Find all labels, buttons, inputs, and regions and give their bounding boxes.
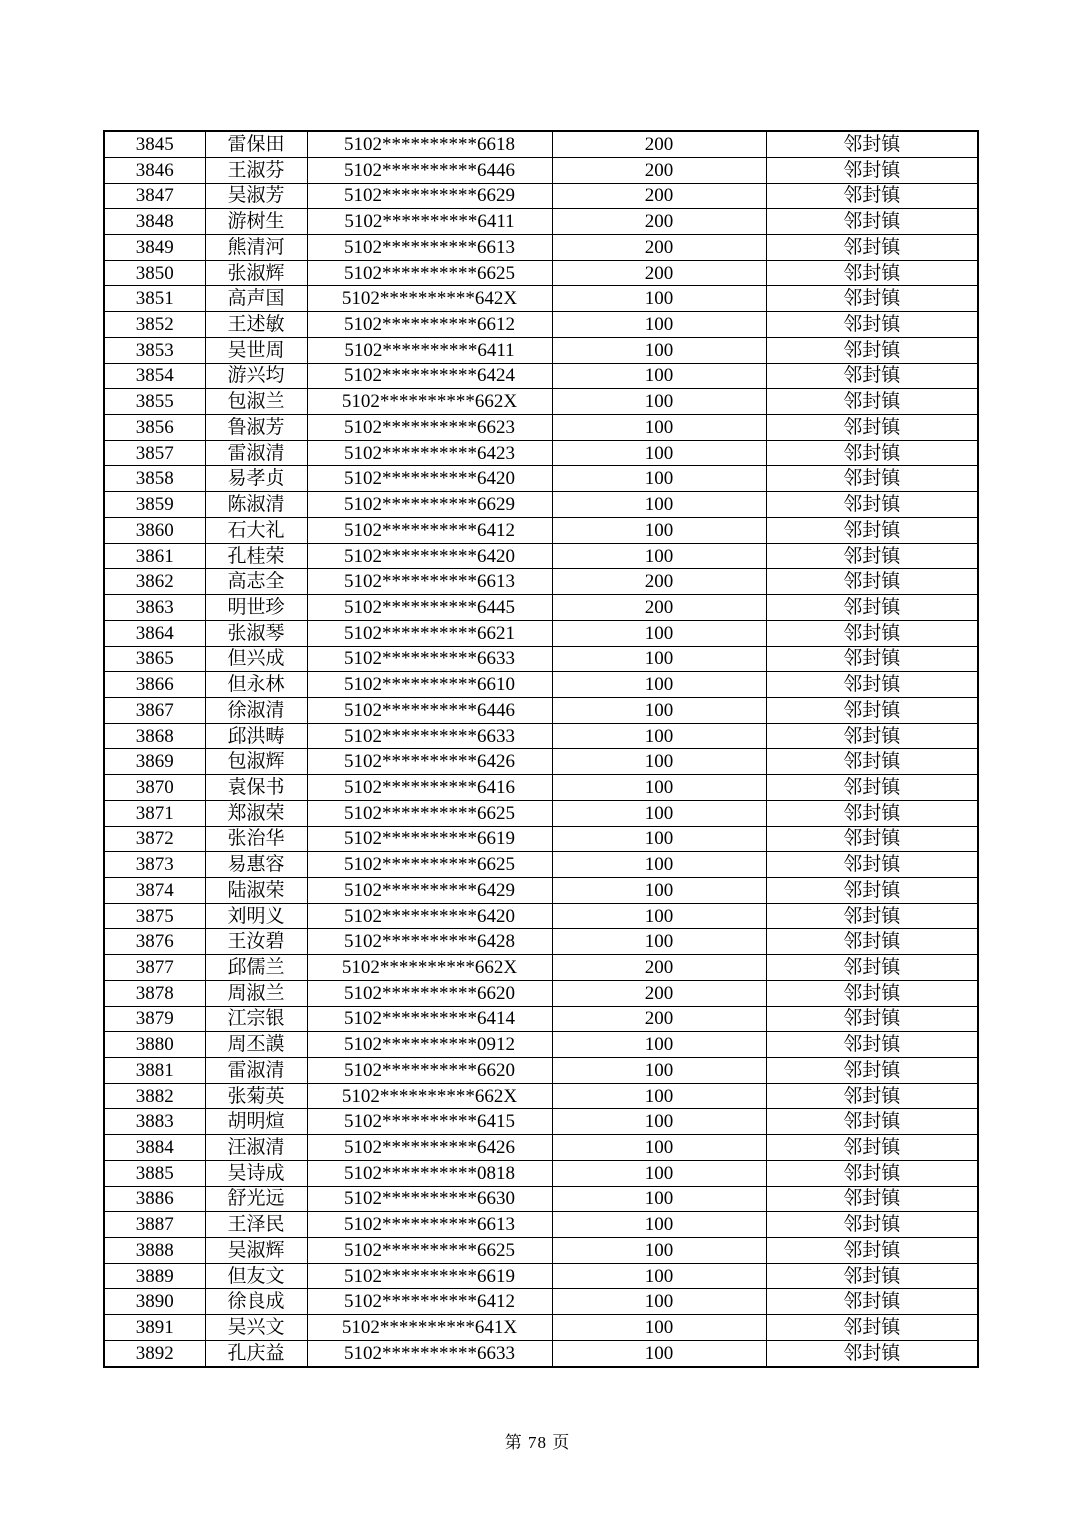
table-row [104, 1289, 978, 1315]
row-number-cell: 3863 [104, 595, 205, 621]
id-number-cell: 5102**********6416 [307, 775, 552, 801]
name-cell: 张菊英 [205, 1083, 307, 1109]
row-number-cell: 3850 [104, 260, 205, 286]
amount-cell: 100 [552, 389, 766, 415]
id-number-cell: 5102**********6414 [307, 1006, 552, 1032]
amount-cell: 200 [552, 157, 766, 183]
amount-cell: 100 [552, 723, 766, 749]
table-row [104, 389, 978, 415]
row-number-cell: 3885 [104, 1160, 205, 1186]
row-number-cell: 3862 [104, 569, 205, 595]
amount-cell: 100 [552, 1263, 766, 1289]
town-cell: 邻封镇 [766, 723, 978, 749]
row-number-cell: 3876 [104, 929, 205, 955]
table-row [104, 800, 978, 826]
town-cell: 邻封镇 [766, 672, 978, 698]
amount-cell: 100 [552, 1135, 766, 1161]
table-row [104, 929, 978, 955]
town-cell: 邻封镇 [766, 1160, 978, 1186]
amount-cell: 100 [552, 826, 766, 852]
amount-cell: 100 [552, 1160, 766, 1186]
id-number-cell: 5102**********662X [307, 1083, 552, 1109]
amount-cell: 100 [552, 1109, 766, 1135]
town-cell: 邻封镇 [766, 312, 978, 338]
name-cell: 张治华 [205, 826, 307, 852]
id-number-cell: 5102**********6629 [307, 492, 552, 518]
town-cell: 邻封镇 [766, 1238, 978, 1264]
name-cell: 邱洪畴 [205, 723, 307, 749]
amount-cell: 100 [552, 903, 766, 929]
name-cell: 雷保田 [205, 131, 307, 157]
amount-cell: 100 [552, 877, 766, 903]
row-number-cell: 3867 [104, 697, 205, 723]
id-number-cell: 5102**********6613 [307, 1212, 552, 1238]
name-cell: 高志全 [205, 569, 307, 595]
row-number-cell: 3865 [104, 646, 205, 672]
amount-cell: 100 [552, 852, 766, 878]
id-number-cell: 5102**********6420 [307, 543, 552, 569]
town-cell: 邻封镇 [766, 235, 978, 261]
name-cell: 袁保书 [205, 775, 307, 801]
name-cell: 邱儒兰 [205, 955, 307, 981]
name-cell: 陈淑清 [205, 492, 307, 518]
town-cell: 邻封镇 [766, 543, 978, 569]
id-number-cell: 5102**********6415 [307, 1109, 552, 1135]
id-number-cell: 5102**********6623 [307, 415, 552, 441]
amount-cell: 200 [552, 595, 766, 621]
town-cell: 邻封镇 [766, 697, 978, 723]
row-number-cell: 3858 [104, 466, 205, 492]
town-cell: 邻封镇 [766, 595, 978, 621]
town-cell: 邻封镇 [766, 980, 978, 1006]
name-cell: 张淑琴 [205, 620, 307, 646]
table-row [104, 903, 978, 929]
id-number-cell: 5102**********6625 [307, 260, 552, 286]
row-number-cell: 3871 [104, 800, 205, 826]
table-row [104, 955, 978, 981]
name-cell: 舒光远 [205, 1186, 307, 1212]
amount-cell: 100 [552, 697, 766, 723]
row-number-cell: 3857 [104, 440, 205, 466]
town-cell: 邻封镇 [766, 389, 978, 415]
name-cell: 张淑辉 [205, 260, 307, 286]
town-cell: 邻封镇 [766, 903, 978, 929]
row-number-cell: 3851 [104, 286, 205, 312]
amount-cell: 100 [552, 646, 766, 672]
town-cell: 邻封镇 [766, 183, 978, 209]
town-cell: 邻封镇 [766, 492, 978, 518]
amount-cell: 100 [552, 543, 766, 569]
name-cell: 游树生 [205, 209, 307, 235]
table-row [104, 260, 978, 286]
row-number-cell: 3852 [104, 312, 205, 338]
row-number-cell: 3859 [104, 492, 205, 518]
table-row [104, 131, 978, 157]
row-number-cell: 3848 [104, 209, 205, 235]
amount-cell: 100 [552, 1238, 766, 1264]
id-number-cell: 5102**********6621 [307, 620, 552, 646]
town-cell: 邻封镇 [766, 955, 978, 981]
name-cell: 包淑兰 [205, 389, 307, 415]
amount-cell: 100 [552, 1212, 766, 1238]
amount-cell: 200 [552, 569, 766, 595]
town-cell: 邻封镇 [766, 1083, 978, 1109]
table-row [104, 235, 978, 261]
town-cell: 邻封镇 [766, 286, 978, 312]
id-number-cell: 5102**********6446 [307, 697, 552, 723]
name-cell: 但永林 [205, 672, 307, 698]
amount-cell: 100 [552, 440, 766, 466]
table-row [104, 1135, 978, 1161]
row-number-cell: 3879 [104, 1006, 205, 1032]
town-cell: 邻封镇 [766, 1212, 978, 1238]
row-number-cell: 3884 [104, 1135, 205, 1161]
name-cell: 雷淑清 [205, 1058, 307, 1084]
id-number-cell: 5102**********641X [307, 1315, 552, 1341]
id-number-cell: 5102**********6424 [307, 363, 552, 389]
name-cell: 吴淑辉 [205, 1238, 307, 1264]
table-row [104, 646, 978, 672]
name-cell: 明世珍 [205, 595, 307, 621]
town-cell: 邻封镇 [766, 1186, 978, 1212]
name-cell: 熊清河 [205, 235, 307, 261]
amount-cell: 100 [552, 517, 766, 543]
name-cell: 王述敏 [205, 312, 307, 338]
amount-cell: 200 [552, 209, 766, 235]
name-cell: 汪淑清 [205, 1135, 307, 1161]
amount-cell: 100 [552, 672, 766, 698]
row-number-cell: 3889 [104, 1263, 205, 1289]
row-number-cell: 3854 [104, 363, 205, 389]
table-row [104, 1212, 978, 1238]
id-number-cell: 5102**********6610 [307, 672, 552, 698]
amount-cell: 100 [552, 1058, 766, 1084]
name-cell: 郑淑荣 [205, 800, 307, 826]
name-cell: 吴诗成 [205, 1160, 307, 1186]
table-row [104, 312, 978, 338]
town-cell: 邻封镇 [766, 877, 978, 903]
row-number-cell: 3856 [104, 415, 205, 441]
amount-cell: 200 [552, 1006, 766, 1032]
amount-cell: 200 [552, 980, 766, 1006]
roster-table-body [104, 131, 978, 1367]
town-cell: 邻封镇 [766, 517, 978, 543]
table-row [104, 672, 978, 698]
id-number-cell: 5102**********6630 [307, 1186, 552, 1212]
id-number-cell: 5102**********6633 [307, 1340, 552, 1367]
table-row [104, 466, 978, 492]
page-number-footer: 第 78 页 [504, 1433, 571, 1452]
id-number-cell: 5102**********6613 [307, 235, 552, 261]
id-number-cell: 5102**********6620 [307, 1058, 552, 1084]
id-number-cell: 5102**********6412 [307, 1289, 552, 1315]
name-cell: 江宗银 [205, 1006, 307, 1032]
table-row [104, 1160, 978, 1186]
town-cell: 邻封镇 [766, 131, 978, 157]
table-row [104, 980, 978, 1006]
id-number-cell: 5102**********0818 [307, 1160, 552, 1186]
id-number-cell: 5102**********6426 [307, 749, 552, 775]
town-cell: 邻封镇 [766, 1135, 978, 1161]
row-number-cell: 3846 [104, 157, 205, 183]
row-number-cell: 3875 [104, 903, 205, 929]
id-number-cell: 5102**********6619 [307, 826, 552, 852]
id-number-cell: 5102**********0912 [307, 1032, 552, 1058]
amount-cell: 200 [552, 131, 766, 157]
amount-cell: 100 [552, 466, 766, 492]
town-cell: 邻封镇 [766, 620, 978, 646]
amount-cell: 100 [552, 1186, 766, 1212]
table-row [104, 775, 978, 801]
table-row [104, 1238, 978, 1264]
row-number-cell: 3883 [104, 1109, 205, 1135]
amount-cell: 100 [552, 929, 766, 955]
table-row [104, 620, 978, 646]
amount-cell: 100 [552, 1289, 766, 1315]
table-row [104, 543, 978, 569]
name-cell: 石大礼 [205, 517, 307, 543]
name-cell: 王淑芬 [205, 157, 307, 183]
name-cell: 易孝贞 [205, 466, 307, 492]
town-cell: 邻封镇 [766, 1109, 978, 1135]
town-cell: 邻封镇 [766, 1263, 978, 1289]
table-row [104, 363, 978, 389]
town-cell: 邻封镇 [766, 440, 978, 466]
row-number-cell: 3845 [104, 131, 205, 157]
row-number-cell: 3886 [104, 1186, 205, 1212]
table-row [104, 723, 978, 749]
id-number-cell: 5102**********6633 [307, 723, 552, 749]
table-row [104, 595, 978, 621]
id-number-cell: 5102**********6445 [307, 595, 552, 621]
id-number-cell: 5102**********6411 [307, 209, 552, 235]
name-cell: 刘明义 [205, 903, 307, 929]
row-number-cell: 3866 [104, 672, 205, 698]
row-number-cell: 3869 [104, 749, 205, 775]
table-row [104, 1006, 978, 1032]
amount-cell: 100 [552, 312, 766, 338]
table-row [104, 1263, 978, 1289]
row-number-cell: 3872 [104, 826, 205, 852]
table-row [104, 749, 978, 775]
name-cell: 鲁淑芳 [205, 415, 307, 441]
id-number-cell: 5102**********6625 [307, 1238, 552, 1264]
name-cell: 包淑辉 [205, 749, 307, 775]
amount-cell: 100 [552, 286, 766, 312]
name-cell: 吴淑芳 [205, 183, 307, 209]
name-cell: 易惠容 [205, 852, 307, 878]
table-row [104, 492, 978, 518]
id-number-cell: 5102**********6619 [307, 1263, 552, 1289]
name-cell: 陆淑荣 [205, 877, 307, 903]
town-cell: 邻封镇 [766, 209, 978, 235]
row-number-cell: 3860 [104, 517, 205, 543]
table-row [104, 337, 978, 363]
table-row [104, 415, 978, 441]
town-cell: 邻封镇 [766, 1058, 978, 1084]
table-row [104, 877, 978, 903]
amount-cell: 100 [552, 415, 766, 441]
town-cell: 邻封镇 [766, 800, 978, 826]
id-number-cell: 5102**********6412 [307, 517, 552, 543]
table-row [104, 1315, 978, 1341]
town-cell: 邻封镇 [766, 466, 978, 492]
town-cell: 邻封镇 [766, 415, 978, 441]
name-cell: 孔庆益 [205, 1340, 307, 1367]
amount-cell: 200 [552, 183, 766, 209]
row-number-cell: 3890 [104, 1289, 205, 1315]
amount-cell: 100 [552, 337, 766, 363]
table-row [104, 440, 978, 466]
id-number-cell: 5102**********6423 [307, 440, 552, 466]
town-cell: 邻封镇 [766, 1315, 978, 1341]
row-number-cell: 3882 [104, 1083, 205, 1109]
name-cell: 吴世周 [205, 337, 307, 363]
name-cell: 吴兴文 [205, 1315, 307, 1341]
row-number-cell: 3864 [104, 620, 205, 646]
row-number-cell: 3878 [104, 980, 205, 1006]
name-cell: 周丕謨 [205, 1032, 307, 1058]
amount-cell: 100 [552, 775, 766, 801]
row-number-cell: 3888 [104, 1238, 205, 1264]
table-row [104, 697, 978, 723]
amount-cell: 100 [552, 1032, 766, 1058]
town-cell: 邻封镇 [766, 1006, 978, 1032]
name-cell: 孔桂荣 [205, 543, 307, 569]
town-cell: 邻封镇 [766, 157, 978, 183]
name-cell: 王汝碧 [205, 929, 307, 955]
table-row [104, 517, 978, 543]
id-number-cell: 5102**********6446 [307, 157, 552, 183]
table-row [104, 1340, 978, 1367]
row-number-cell: 3892 [104, 1340, 205, 1367]
amount-cell: 100 [552, 620, 766, 646]
name-cell: 胡明煊 [205, 1109, 307, 1135]
id-number-cell: 5102**********642X [307, 286, 552, 312]
amount-cell: 100 [552, 1083, 766, 1109]
table-row [104, 1186, 978, 1212]
town-cell: 邻封镇 [766, 775, 978, 801]
name-cell: 王泽民 [205, 1212, 307, 1238]
row-number-cell: 3874 [104, 877, 205, 903]
row-number-cell: 3849 [104, 235, 205, 261]
table-row [104, 1058, 978, 1084]
row-number-cell: 3880 [104, 1032, 205, 1058]
id-number-cell: 5102**********6428 [307, 929, 552, 955]
row-number-cell: 3847 [104, 183, 205, 209]
town-cell: 邻封镇 [766, 260, 978, 286]
id-number-cell: 5102**********6625 [307, 852, 552, 878]
town-cell: 邻封镇 [766, 363, 978, 389]
roster-table [103, 130, 979, 1368]
row-number-cell: 3887 [104, 1212, 205, 1238]
id-number-cell: 5102**********662X [307, 389, 552, 415]
amount-cell: 100 [552, 1315, 766, 1341]
amount-cell: 100 [552, 363, 766, 389]
town-cell: 邻封镇 [766, 569, 978, 595]
id-number-cell: 5102**********6633 [307, 646, 552, 672]
row-number-cell: 3870 [104, 775, 205, 801]
row-number-cell: 3891 [104, 1315, 205, 1341]
table-row [104, 209, 978, 235]
id-number-cell: 5102**********6613 [307, 569, 552, 595]
amount-cell: 100 [552, 749, 766, 775]
table-row [104, 286, 978, 312]
id-number-cell: 5102**********662X [307, 955, 552, 981]
town-cell: 邻封镇 [766, 1032, 978, 1058]
id-number-cell: 5102**********6629 [307, 183, 552, 209]
id-number-cell: 5102**********6426 [307, 1135, 552, 1161]
table-row [104, 1109, 978, 1135]
table-row [104, 183, 978, 209]
name-cell: 徐淑清 [205, 697, 307, 723]
town-cell: 邻封镇 [766, 852, 978, 878]
name-cell: 徐良成 [205, 1289, 307, 1315]
row-number-cell: 3881 [104, 1058, 205, 1084]
town-cell: 邻封镇 [766, 1289, 978, 1315]
amount-cell: 200 [552, 260, 766, 286]
town-cell: 邻封镇 [766, 646, 978, 672]
table-row [104, 1083, 978, 1109]
amount-cell: 200 [552, 235, 766, 261]
table-row [104, 852, 978, 878]
name-cell: 高声国 [205, 286, 307, 312]
town-cell: 邻封镇 [766, 1340, 978, 1367]
id-number-cell: 5102**********6429 [307, 877, 552, 903]
name-cell: 雷淑清 [205, 440, 307, 466]
row-number-cell: 3861 [104, 543, 205, 569]
id-number-cell: 5102**********6411 [307, 337, 552, 363]
amount-cell: 100 [552, 1340, 766, 1367]
town-cell: 邻封镇 [766, 337, 978, 363]
town-cell: 邻封镇 [766, 929, 978, 955]
id-number-cell: 5102**********6625 [307, 800, 552, 826]
id-number-cell: 5102**********6420 [307, 903, 552, 929]
name-cell: 游兴均 [205, 363, 307, 389]
table-row [104, 826, 978, 852]
row-number-cell: 3855 [104, 389, 205, 415]
town-cell: 邻封镇 [766, 749, 978, 775]
table-row [104, 569, 978, 595]
id-number-cell: 5102**********6620 [307, 980, 552, 1006]
name-cell: 但友文 [205, 1263, 307, 1289]
name-cell: 但兴成 [205, 646, 307, 672]
name-cell: 周淑兰 [205, 980, 307, 1006]
row-number-cell: 3873 [104, 852, 205, 878]
row-number-cell: 3877 [104, 955, 205, 981]
town-cell: 邻封镇 [766, 826, 978, 852]
id-number-cell: 5102**********6612 [307, 312, 552, 338]
table-row [104, 1032, 978, 1058]
table-row [104, 157, 978, 183]
amount-cell: 100 [552, 492, 766, 518]
row-number-cell: 3853 [104, 337, 205, 363]
amount-cell: 100 [552, 800, 766, 826]
amount-cell: 200 [552, 955, 766, 981]
row-number-cell: 3868 [104, 723, 205, 749]
id-number-cell: 5102**********6420 [307, 466, 552, 492]
id-number-cell: 5102**********6618 [307, 131, 552, 157]
